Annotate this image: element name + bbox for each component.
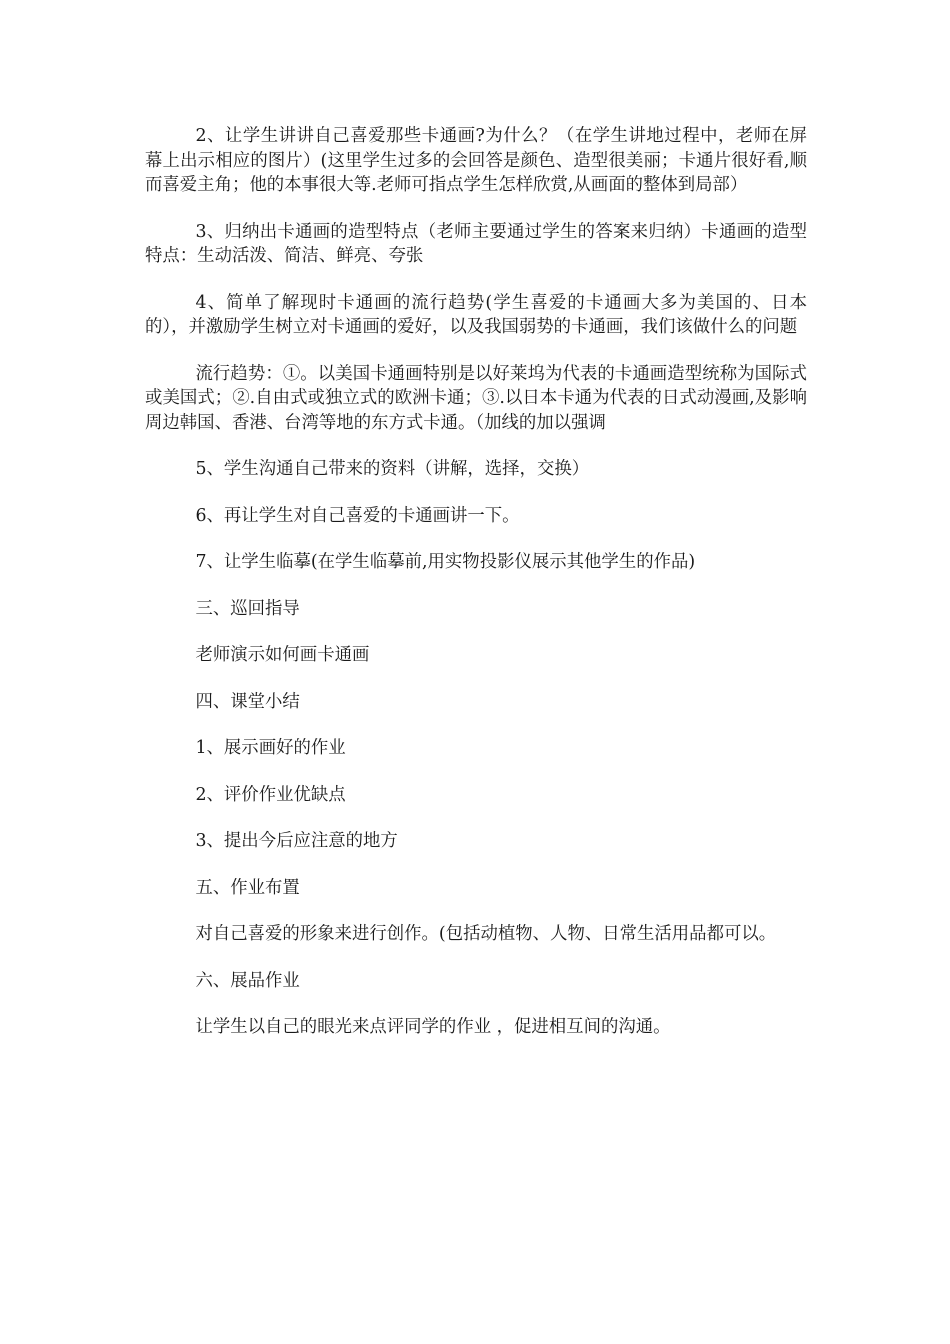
paragraph-teacher-demo: 老师演示如何画卡通画 [195, 645, 370, 665]
section-heading-exhibition: 六、展品作业 [195, 970, 300, 991]
section-heading-guidance: 三、巡回指导 [195, 598, 300, 619]
document-body [145, 124, 807, 1062]
paragraph-homework-details: 对自己喜爱的形象来进行创作。(包括动植物、人物、日常生活用品都可以。 [195, 924, 777, 944]
paragraph-item-7-copying: 7、让学生临摹(在学生临摹前,用实物投影仪展示其他学生的作品) [195, 552, 696, 572]
paragraph-item-2-why-cartoons: 2、让学生讲讲自己喜爱那些卡通画?为什么？（在学生讲地过程中，老师在屏幕上出示相应的图片）(这里学生过多的会回答是颜色、造型很美丽；卡通片很好看,顺而喜爱主角；他的本事很大等.老师可指点学生怎样欣赏,从画面的整体到局部） [145, 126, 807, 195]
paragraph-trend-details: 流行趋势：①。以美国卡通画特别是以好莱坞为代表的卡通画造型统称为国际式或美国式；②.自由式或独立式的欧洲卡通；③.以日本卡通为代表的日式动漫画,及影响周边韩国、香港、台湾等地的东方式卡通。（加线的加以强调 [145, 363, 807, 433]
paragraph-item-6-discussion: 6、再让学生对自己喜爱的卡通画讲一下。 [195, 505, 520, 526]
section-heading-summary: 四、课堂小结 [195, 691, 300, 712]
paragraph-item-5-materials: 5、学生沟通自己带来的资料（讲解，选择，交换） [195, 459, 590, 479]
paragraph-exhibition-details: 让学生以自己的眼光来点评同学的作业 ，促进相互间的沟通。 [195, 1017, 671, 1037]
paragraph-item-3-modeling-features: 3、归纳出卡通画的造型特点（老师主要通过学生的答案来归纳）卡通画的造型特点：生动活泼、简洁、鲜亮、夸张 [145, 221, 807, 266]
paragraph-summary-item-3: 3、提出今后应注意的地方 [195, 831, 398, 851]
paragraph-summary-item-1: 1、展示画好的作业 [195, 738, 346, 758]
section-heading-homework: 五、作业布置 [195, 877, 300, 898]
paragraph-item-4-trends: 4、简单了解现时卡通画的流行趋势(学生喜爱的卡通画大多为美国的、日本的），并激励学生树立对卡通画的爱好，以及我国弱势的卡通画，我们该做什么的问题 [145, 292, 807, 337]
paragraph-summary-item-2: 2、评价作业优缺点 [195, 784, 346, 805]
